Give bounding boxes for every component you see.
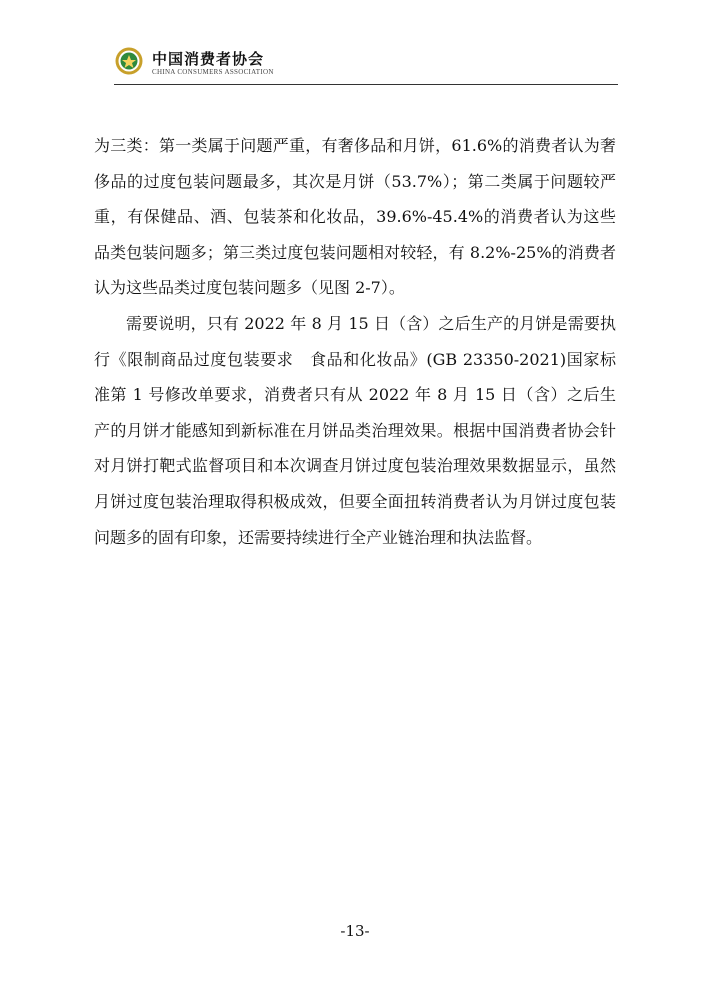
header-divider [114,84,618,85]
cca-emblem-icon [114,46,144,76]
page-header [114,44,618,86]
paragraph-1: 为三类：第一类属于问题严重，有奢侈品和月饼，61.6%的消费者认为奢侈品的过度包装问题最多，其次是月饼（53.7%）；第二类属于问题较严重，有保健品、酒、包装茶和化妆品，39.6%-45.4%的消费者认为这些品类包装问题多；第三类过度包装问题相对较轻，有 8.2%-25%的消费者认为这些品类过度包装问题多（见图 2-7）。 [94,136,616,298]
paragraph-2: 需要说明，只有 2022 年 8 月 15 日（含）之后生产的月饼是需要执行《限制商品过度包装要求 食品和化妆品》(GB 23350-2021)国家标准第 1 号修改单要求，消费者只有从 2022 年 8 月 15 日（含）之后生产的月饼才能感知到新标准在月饼品类治理效果。根据中国消费者协会针对月饼打靶式监督项目和本次调查月饼过度包装治理效果数据显示，虽然月饼过度包装治理取得积极成效，但要全面扭转消费者认为月饼过度包装问题多的固有印象，还需要持续进行全产业链治理和执法监督。 [94,313,616,547]
org-name-en: CHINA CONSUMERS ASSOCIATION [152,68,274,76]
page-number: -13- [340,922,370,940]
org-name-cn: 中国消费者协会 [152,50,265,68]
body-text [94,128,616,555]
